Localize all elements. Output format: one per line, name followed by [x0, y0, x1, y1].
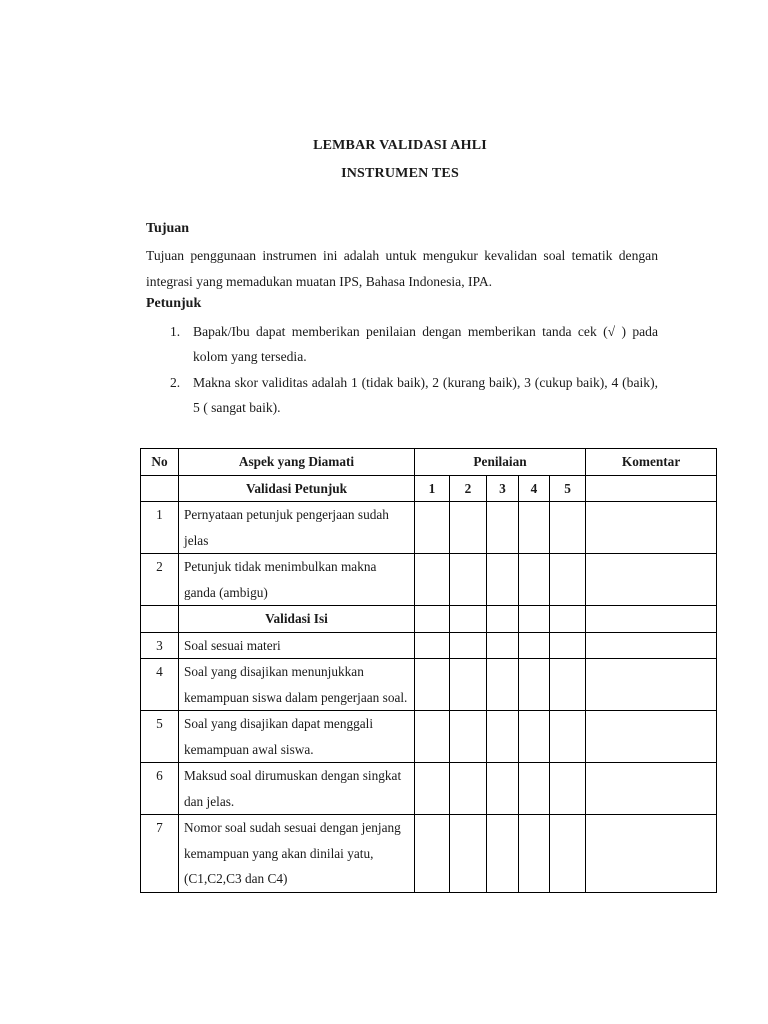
score-header: 1	[415, 475, 450, 502]
score-header: 2	[450, 475, 487, 502]
score-cell[interactable]	[450, 763, 487, 815]
row-number: 3	[141, 632, 179, 659]
score-cell[interactable]	[415, 502, 450, 554]
score-cell[interactable]	[550, 554, 586, 606]
score-cell[interactable]	[487, 502, 519, 554]
validation-table	[140, 448, 717, 893]
section-row	[141, 606, 717, 633]
score-cell[interactable]	[487, 632, 519, 659]
section-label: Validasi Isi	[179, 606, 415, 633]
row-aspek: Petunjuk tidak menimbulkan makna ganda (ambigu)	[179, 554, 415, 606]
empty-cell	[141, 475, 179, 502]
comment-cell[interactable]	[586, 554, 717, 606]
empty-cell	[586, 606, 717, 633]
table-row	[141, 632, 717, 659]
empty-cell	[141, 606, 179, 633]
score-cell[interactable]	[450, 554, 487, 606]
score-cell[interactable]	[550, 763, 586, 815]
score-cell[interactable]	[519, 632, 550, 659]
score-cell[interactable]	[415, 711, 450, 763]
table-row	[141, 502, 717, 554]
score-cell[interactable]	[519, 763, 550, 815]
score-cell[interactable]	[487, 815, 519, 893]
list-text: Bapak/Ibu dapat memberikan penilaian dengan memberikan tanda cek (√ ) pada kolom yang tersedia.	[193, 324, 658, 364]
header-no: No	[141, 449, 179, 476]
row-number: 4	[141, 659, 179, 711]
row-aspek: Soal sesuai materi	[179, 632, 415, 659]
empty-cell	[586, 475, 717, 502]
tujuan-paragraph: Tujuan penggunaan instrumen ini adalah untuk mengukur kevalidan soal tematik dengan integrasi yang memadukan muatan IPS, Bahasa Indonesia, IPA.	[146, 248, 658, 289]
score-header: 5	[550, 475, 586, 502]
row-aspek: Nomor soal sudah sesuai dengan jenjang kemampuan yang akan dinilai yatu, (C1,C2,C3 dan C4)	[179, 815, 415, 893]
comment-cell[interactable]	[586, 815, 717, 893]
score-cell[interactable]	[450, 711, 487, 763]
row-aspek: Soal yang disajikan menunjukkan kemampuan siswa dalam pengerjaan soal.	[179, 659, 415, 711]
empty-cell	[519, 606, 550, 633]
score-cell[interactable]	[550, 502, 586, 554]
score-cell[interactable]	[450, 659, 487, 711]
tujuan-heading: Tujuan	[146, 221, 190, 236]
list-number: 2.	[170, 375, 181, 390]
table-header-row	[141, 449, 717, 476]
score-cell[interactable]	[550, 815, 586, 893]
table-row	[141, 815, 717, 893]
score-cell[interactable]	[415, 554, 450, 606]
row-aspek: Soal yang disajikan dapat menggali kemampuan awal siswa.	[179, 711, 415, 763]
header-penilaian: Penilaian	[415, 449, 586, 476]
score-cell[interactable]	[415, 632, 450, 659]
score-cell[interactable]	[550, 632, 586, 659]
petunjuk-heading: Petunjuk	[146, 296, 202, 311]
score-header: 3	[487, 475, 519, 502]
score-cell[interactable]	[519, 711, 550, 763]
empty-cell	[415, 606, 450, 633]
score-cell[interactable]	[487, 711, 519, 763]
table-row	[141, 711, 717, 763]
empty-cell	[487, 606, 519, 633]
score-cell[interactable]	[550, 711, 586, 763]
section-row	[141, 475, 717, 502]
row-number: 1	[141, 502, 179, 554]
document-title: LEMBAR VALIDASI AHLI	[313, 138, 487, 153]
document-subtitle: INSTRUMEN TES	[341, 166, 459, 181]
header-aspek: Aspek yang Diamati	[179, 449, 415, 476]
score-cell[interactable]	[519, 502, 550, 554]
score-cell[interactable]	[487, 659, 519, 711]
row-number: 5	[141, 711, 179, 763]
section-label: Validasi Petunjuk	[179, 475, 415, 502]
row-number: 2	[141, 554, 179, 606]
score-header: 4	[519, 475, 550, 502]
empty-cell	[550, 606, 586, 633]
comment-cell[interactable]	[586, 632, 717, 659]
score-cell[interactable]	[550, 659, 586, 711]
score-cell[interactable]	[450, 502, 487, 554]
score-cell[interactable]	[519, 554, 550, 606]
score-cell[interactable]	[415, 659, 450, 711]
header-komentar: Komentar	[586, 449, 717, 476]
score-cell[interactable]	[415, 815, 450, 893]
list-text: Makna skor validitas adalah 1 (tidak baik), 2 (kurang baik), 3 (cukup baik), 4 (baik), 5 ( sangat baik).	[193, 375, 658, 415]
score-cell[interactable]	[519, 659, 550, 711]
comment-cell[interactable]	[586, 711, 717, 763]
comment-cell[interactable]	[586, 763, 717, 815]
score-cell[interactable]	[519, 815, 550, 893]
score-cell[interactable]	[450, 632, 487, 659]
score-cell[interactable]	[487, 763, 519, 815]
table-row	[141, 659, 717, 711]
comment-cell[interactable]	[586, 659, 717, 711]
score-cell[interactable]	[450, 815, 487, 893]
table-row	[141, 554, 717, 606]
row-aspek: Pernyataan petunjuk pengerjaan sudah jelas	[179, 502, 415, 554]
row-aspek: Maksud soal dirumuskan dengan singkat dan jelas.	[179, 763, 415, 815]
list-number: 1.	[170, 324, 181, 339]
row-number: 6	[141, 763, 179, 815]
comment-cell[interactable]	[586, 502, 717, 554]
empty-cell	[450, 606, 487, 633]
table-row	[141, 763, 717, 815]
row-number: 7	[141, 815, 179, 893]
score-cell[interactable]	[415, 763, 450, 815]
score-cell[interactable]	[487, 554, 519, 606]
